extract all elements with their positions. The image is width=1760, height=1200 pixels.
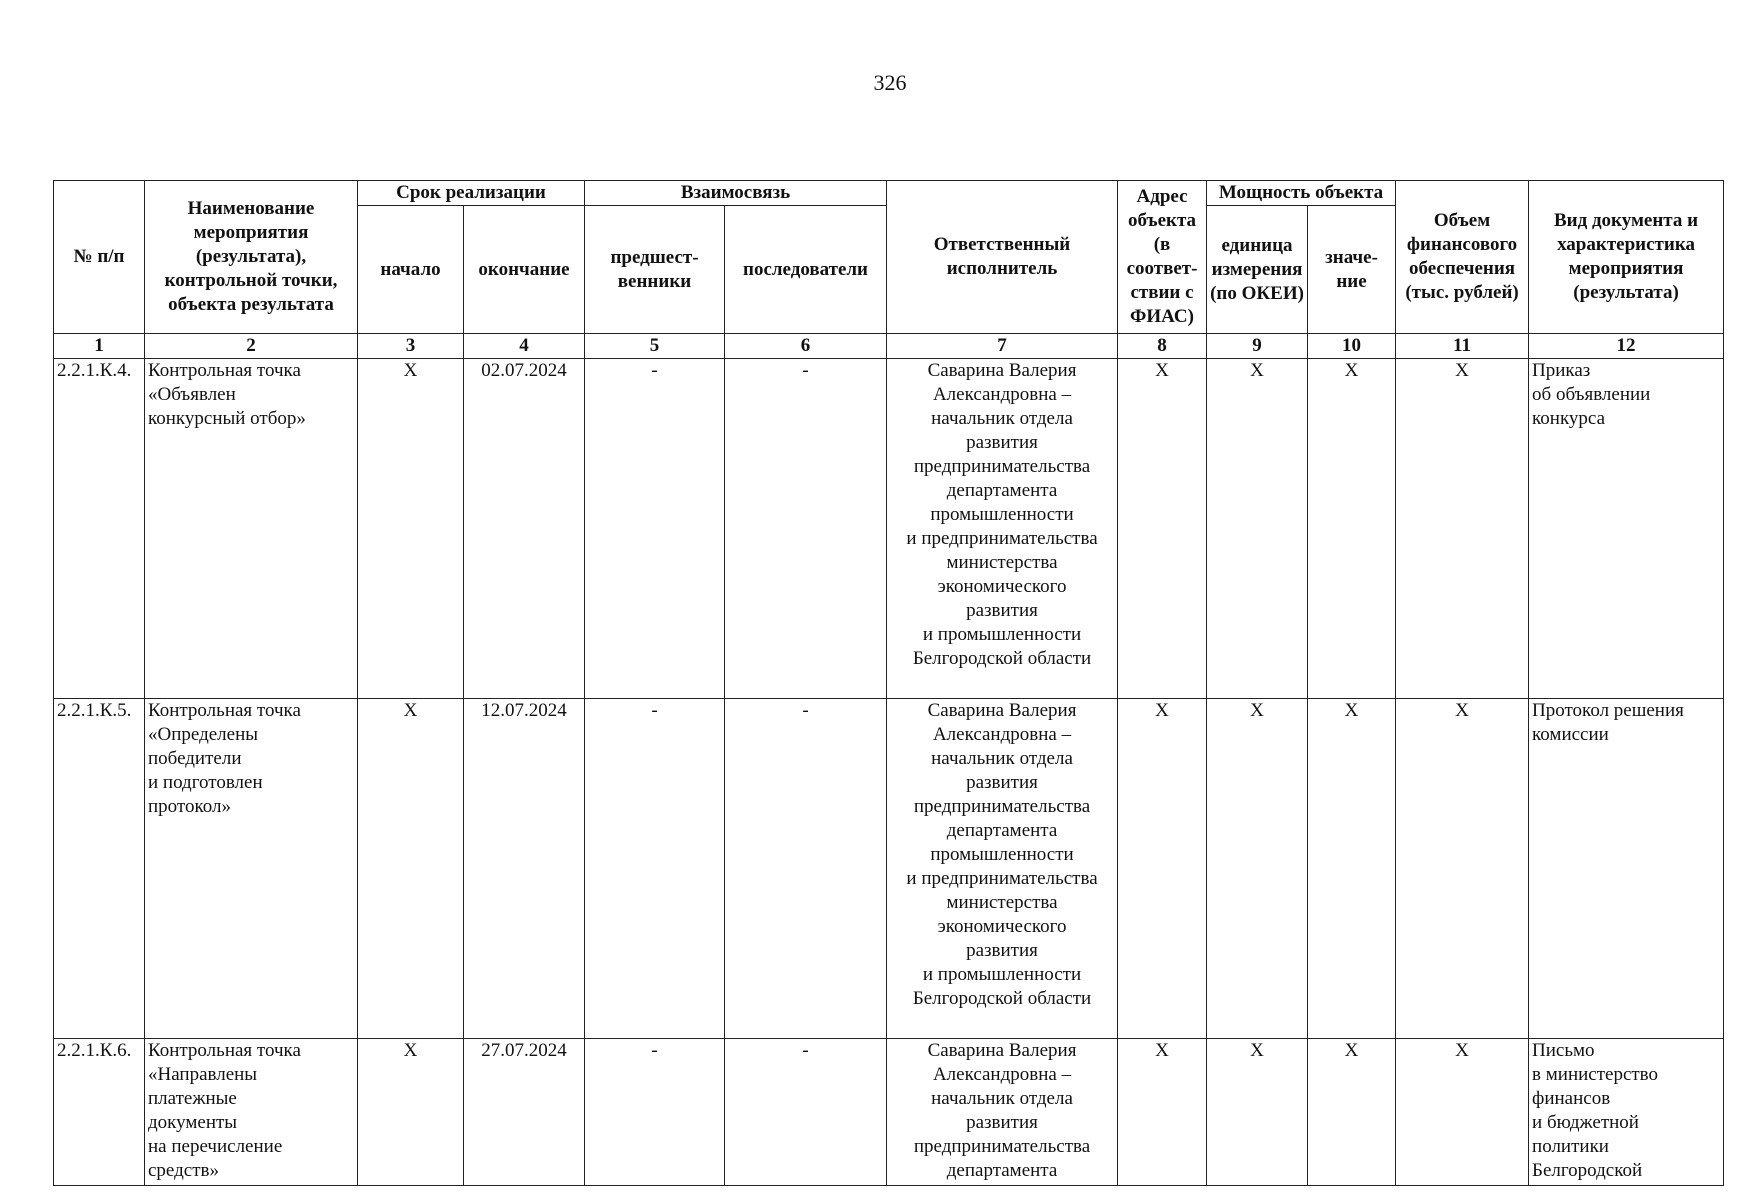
header-relation: Взаимосвязь bbox=[585, 181, 887, 206]
header-start: начало bbox=[358, 206, 464, 334]
page-number: 326 bbox=[873, 70, 907, 95]
row-successors: - bbox=[725, 359, 887, 699]
row-value: X bbox=[1308, 359, 1396, 699]
row-address: X bbox=[1118, 359, 1207, 699]
row-doc-type: Письмо в министерство финансов и бюджетной политики Белгородской bbox=[1529, 1039, 1724, 1186]
row-unit: X bbox=[1207, 699, 1308, 1039]
column-number: 11 bbox=[1396, 334, 1529, 359]
row-address: X bbox=[1118, 1039, 1207, 1186]
column-number: 3 bbox=[358, 334, 464, 359]
row-name: Контрольная точка «Объявлен конкурсный отбор» bbox=[145, 359, 358, 699]
row-start: X bbox=[358, 699, 464, 1039]
row-finance: X bbox=[1396, 699, 1529, 1039]
header-successors: последователи bbox=[725, 206, 887, 334]
row-unit: X bbox=[1207, 1039, 1308, 1186]
column-number: 7 bbox=[887, 334, 1118, 359]
row-start: X bbox=[358, 1039, 464, 1186]
row-end: 27.07.2024 bbox=[464, 1039, 585, 1186]
row-executor: Саварина Валерия Александровна – начальник отдела развития предпринимательства департамента промышленности и предпринимательства министерства экономического развития и промышленности Белгородской области bbox=[887, 359, 1118, 699]
row-name: Контрольная точка «Направлены платежные документы на перечисление средств» bbox=[145, 1039, 358, 1186]
row-finance: X bbox=[1396, 359, 1529, 699]
header-name: Наименование мероприятия (результата), контрольной точки, объекта результата bbox=[145, 181, 358, 334]
row-name: Контрольная точка «Определены победители и подготовлен протокол» bbox=[145, 699, 358, 1039]
column-number: 6 bbox=[725, 334, 887, 359]
row-executor: Саварина Валерия Александровна – начальник отдела развития предпринимательства департамента bbox=[887, 1039, 1118, 1186]
header-unit: единица измерения (по ОКЕИ) bbox=[1207, 206, 1308, 334]
header-capacity: Мощность объекта bbox=[1207, 181, 1396, 206]
column-number: 9 bbox=[1207, 334, 1308, 359]
row-successors: - bbox=[725, 1039, 887, 1186]
header-address: Адрес объекта (в соответ-ствии с ФИАС) bbox=[1118, 181, 1207, 334]
row-doc-type: Протокол решения комиссии bbox=[1529, 699, 1724, 1039]
row-predecessors: - bbox=[585, 1039, 725, 1186]
row-number: 2.2.1.К.5. bbox=[54, 699, 145, 1039]
row-predecessors: - bbox=[585, 359, 725, 699]
row-number: 2.2.1.К.4. bbox=[54, 359, 145, 699]
table-row bbox=[54, 359, 1724, 699]
column-number: 10 bbox=[1308, 334, 1396, 359]
header-predecessors: предшест-венники bbox=[585, 206, 725, 334]
column-number: 12 bbox=[1529, 334, 1724, 359]
row-start: X bbox=[358, 359, 464, 699]
row-end: 02.07.2024 bbox=[464, 359, 585, 699]
row-number: 2.2.1.К.6. bbox=[54, 1039, 145, 1186]
header-period: Срок реализации bbox=[358, 181, 585, 206]
header-num: № п/п bbox=[54, 181, 145, 334]
row-value: X bbox=[1308, 699, 1396, 1039]
row-finance: X bbox=[1396, 1039, 1529, 1186]
header-value: значе-ние bbox=[1308, 206, 1396, 334]
row-end: 12.07.2024 bbox=[464, 699, 585, 1039]
column-number: 5 bbox=[585, 334, 725, 359]
row-address: X bbox=[1118, 699, 1207, 1039]
row-doc-type: Приказ об объявлении конкурса bbox=[1529, 359, 1724, 699]
row-value: X bbox=[1308, 1039, 1396, 1186]
column-number: 1 bbox=[54, 334, 145, 359]
plan-table bbox=[53, 180, 1724, 1186]
column-number: 8 bbox=[1118, 334, 1207, 359]
header-doc-type: Вид документа и характеристика мероприятия (результата) bbox=[1529, 181, 1724, 334]
row-successors: - bbox=[725, 699, 887, 1039]
header-executor: Ответственный исполнитель bbox=[887, 181, 1118, 334]
header-finance: Объем финансового обеспечения (тыс. рублей) bbox=[1396, 181, 1529, 334]
row-unit: X bbox=[1207, 359, 1308, 699]
column-number: 2 bbox=[145, 334, 358, 359]
column-number: 4 bbox=[464, 334, 585, 359]
row-executor: Саварина Валерия Александровна – начальник отдела развития предпринимательства департамента промышленности и предпринимательства министерства экономического развития и промышленности Белгородской области bbox=[887, 699, 1118, 1039]
header-end: окончание bbox=[464, 206, 585, 334]
row-predecessors: - bbox=[585, 699, 725, 1039]
table-row bbox=[54, 699, 1724, 1039]
column-number-row bbox=[54, 334, 1724, 359]
table-row bbox=[54, 1039, 1724, 1186]
